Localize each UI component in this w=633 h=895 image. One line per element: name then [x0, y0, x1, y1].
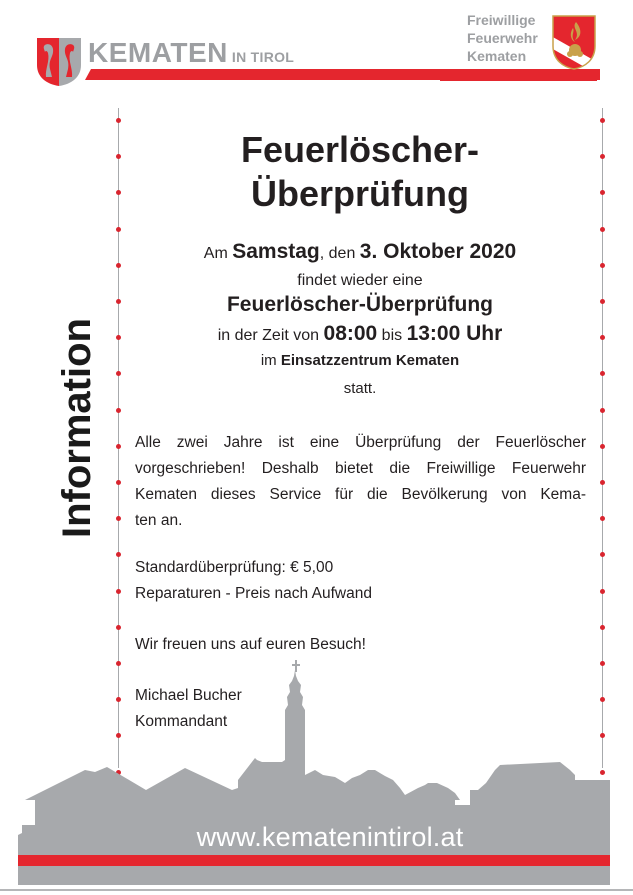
- event-name: Feuerlöscher-Überprüfung: [226, 293, 494, 316]
- border-dot: [600, 118, 605, 123]
- fire-brigade-line: Freiwillige: [467, 12, 536, 28]
- municipality-name: KEMATEN IN TIROL: [88, 37, 295, 68]
- signature-role: Kommandant: [135, 713, 228, 730]
- border-dot: [600, 335, 605, 340]
- fire-brigade-name: [467, 11, 538, 65]
- header-red-bar-right: [440, 71, 597, 81]
- fire-brigade-shield-icon: [551, 14, 597, 70]
- paragraph-line: Alle zwei Jahre ist eine Überprüfung der Feuerlöscher: [135, 434, 586, 451]
- border-dot: [116, 625, 121, 630]
- page-title: [120, 128, 600, 216]
- announcement-end: statt.: [343, 380, 377, 397]
- page-bottom-rule: [0, 889, 633, 891]
- border-dot: [600, 552, 605, 557]
- border-dot: [116, 444, 121, 449]
- paragraph-line: ten an.: [135, 512, 183, 529]
- border-dot: [116, 408, 121, 413]
- paragraph-line: Kematen dieses Service für die Bevölkerung von Kema-: [135, 486, 586, 503]
- border-dot: [116, 371, 121, 376]
- border-dot: [600, 299, 605, 304]
- website-url[interactable]: www.kematenintirol.at: [196, 822, 464, 852]
- fire-brigade-line: Kematen: [467, 48, 527, 64]
- border-dot: [600, 263, 605, 268]
- title-line: Überprüfung: [251, 173, 469, 214]
- fire-brigade-line: Feuerwehr: [467, 30, 538, 46]
- border-dot: [600, 190, 605, 195]
- side-label-information: Information: [55, 318, 99, 538]
- border-dot: [116, 480, 121, 485]
- border-dot: [116, 227, 121, 232]
- border-dot: [116, 516, 121, 521]
- closing-line: Wir freuen uns auf euren Besuch!: [135, 636, 366, 653]
- location-line: im Einsatzzentrum Kematen: [260, 352, 460, 369]
- border-dot: [116, 552, 121, 557]
- border-dot: [600, 625, 605, 630]
- time-line: in der Zeit von 08:00 bis 13:00 Uhr: [217, 322, 503, 345]
- signature-name: Michael Bucher: [135, 687, 242, 704]
- border-dot: [600, 480, 605, 485]
- title-line: Feuerlöscher-: [240, 129, 480, 170]
- border-dot: [600, 408, 605, 413]
- price-repairs: Reparaturen - Preis nach Aufwand: [135, 585, 372, 602]
- border-dot: [600, 227, 605, 232]
- announcement-line: findet wieder eine: [297, 272, 423, 289]
- border-dot: [600, 516, 605, 521]
- border-dot: [600, 371, 605, 376]
- border-dot: [116, 118, 121, 123]
- village-skyline-illustration: [0, 655, 633, 895]
- border-dot: [600, 444, 605, 449]
- border-dot: [600, 154, 605, 159]
- price-standard: Standardüberprüfung: € 5,00: [135, 559, 334, 576]
- date-line: Am Samstag, den 3. Oktober 2020: [203, 240, 517, 263]
- kematen-coat-of-arms-icon: [36, 37, 82, 87]
- info-paragraph: [135, 430, 586, 534]
- border-dot: [600, 589, 605, 594]
- paragraph-line: vorgeschrieben! Deshalb bietet die Freiwillige Feuerwehr: [135, 460, 586, 477]
- border-dot: [116, 589, 121, 594]
